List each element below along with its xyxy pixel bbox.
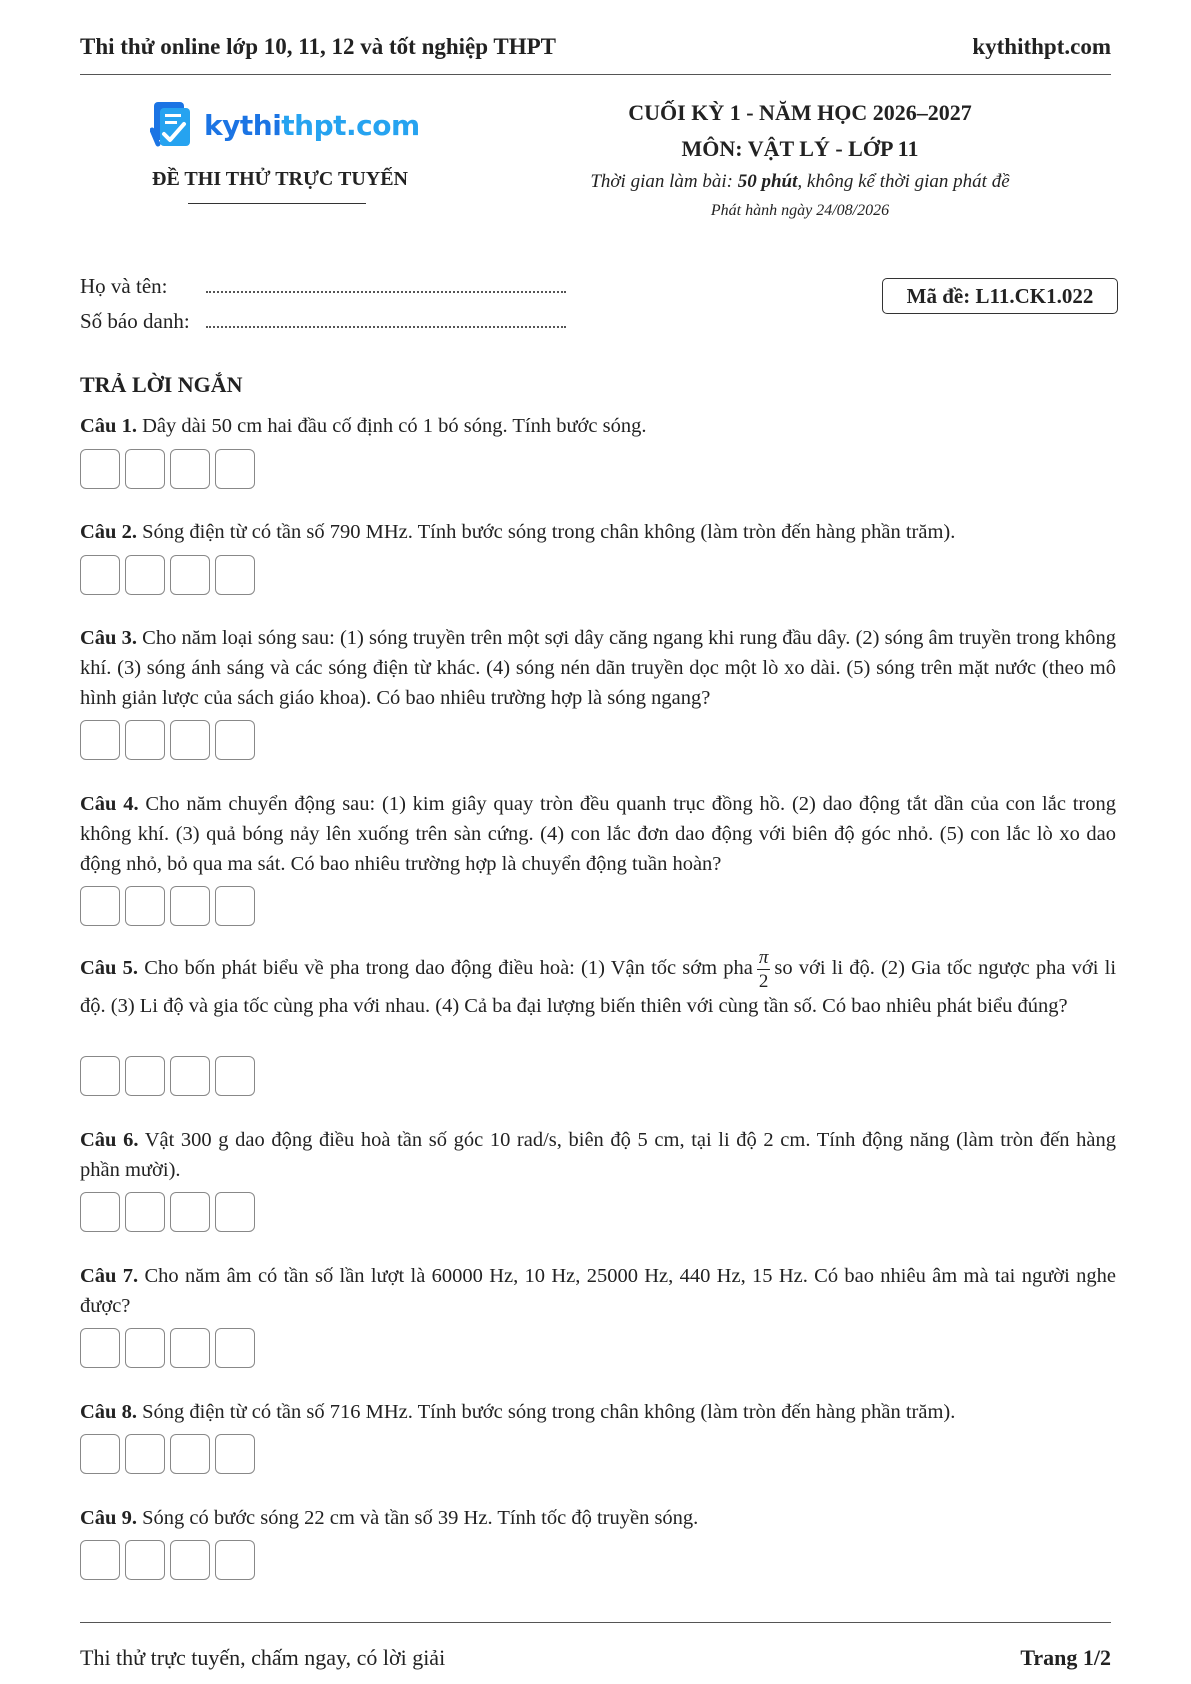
question-text: Sóng điện từ có tần số 716 MHz. Tính bước sóng trong chân không (làm tròn đến hàng phần trăm). — [142, 1401, 956, 1423]
answer-box[interactable] — [80, 555, 120, 595]
answer-box[interactable] — [215, 555, 255, 595]
question-1 — [80, 411, 1116, 441]
answer-box[interactable] — [170, 1056, 210, 1096]
question-6 — [80, 1125, 1116, 1185]
question-text-part1: Cho bốn phát biểu về pha trong dao động điều hoà: (1) Vận tốc sớm pha — [144, 957, 753, 980]
answer-box[interactable] — [170, 449, 210, 489]
page-number: Trang 1/2 — [1020, 1645, 1111, 1670]
id-label: Số báo danh: — [80, 309, 190, 333]
answer-box[interactable] — [80, 1434, 120, 1474]
question-text: Vật 300 g dao động điều hoà tần số góc 10 rad/s, biên độ 5 cm, tại li độ 2 cm. Tính động năng (làm tròn đến hàng phần mười). — [80, 1129, 1116, 1181]
answer-box[interactable] — [125, 449, 165, 489]
question-text: Sóng có bước sóng 22 cm và tần số 39 Hz. Tính tốc độ truyền sóng. — [142, 1507, 699, 1529]
answer-box[interactable] — [215, 449, 255, 489]
question-7 — [80, 1261, 1116, 1321]
question-number: Câu 3. — [80, 627, 137, 649]
answer-box[interactable] — [125, 1328, 165, 1368]
question-number: Câu 5. — [80, 957, 139, 980]
answer-boxes-4 — [80, 886, 255, 926]
id-blank[interactable] — [206, 326, 566, 328]
fraction-pi-over-2 — [757, 948, 771, 991]
answer-boxes-7 — [80, 1328, 255, 1368]
question-number: Câu 9. — [80, 1507, 137, 1529]
question-number: Câu 7. — [80, 1265, 139, 1287]
answer-box[interactable] — [80, 1056, 120, 1096]
answer-box[interactable] — [170, 1328, 210, 1368]
question-8 — [80, 1397, 1116, 1427]
answer-box[interactable] — [125, 720, 165, 760]
answer-box[interactable] — [215, 1328, 255, 1368]
exam-title: CUỐI KỲ 1 - NĂM HỌC 2026–2027 — [628, 100, 972, 125]
question-number: Câu 6. — [80, 1129, 139, 1151]
answer-box[interactable] — [80, 1328, 120, 1368]
exam-type-subtitle: ĐỀ THI THỬ TRỰC TUYẾN — [152, 168, 408, 190]
answer-box[interactable] — [80, 1540, 120, 1580]
answer-box[interactable] — [215, 1192, 255, 1232]
answer-boxes-2 — [80, 555, 255, 595]
answer-box[interactable] — [125, 886, 165, 926]
answer-boxes-3 — [80, 720, 255, 760]
answer-box[interactable] — [125, 1540, 165, 1580]
student-info — [80, 264, 566, 334]
answer-boxes-8 — [80, 1434, 255, 1474]
question-text: Sóng điện từ có tần số 790 MHz. Tính bước sóng trong chân không (làm tròn đến hàng phần trăm). — [142, 521, 956, 543]
logo-text-kythi: kythi — [204, 108, 282, 142]
id-field — [80, 299, 566, 334]
header-site-link[interactable]: kythithpt.com — [972, 34, 1111, 59]
question-text: Cho năm chuyển động sau: (1) kim giây quay tròn đều quanh trục đồng hồ. (2) dao động tắt dần của con lắc trong không khí. (3) quả bóng nảy lên xuống trên sàn cứng. (4) con lắc đơn dao động với biên độ góc nhỏ. (5) con lắc lò xo dao động nhỏ, bỏ qua ma sát. Có bao nhiêu trường hợp là chuyển động tuần hoàn? — [80, 793, 1116, 875]
answer-box[interactable] — [125, 1056, 165, 1096]
answer-boxes-1 — [80, 449, 255, 489]
question-9 — [80, 1503, 1116, 1533]
answer-box[interactable] — [215, 886, 255, 926]
question-number: Câu 1. — [80, 415, 137, 437]
duration-prefix: Thời gian làm bài: — [590, 171, 738, 192]
question-text: Cho năm âm có tần số lần lượt là 60000 Hz, 10 Hz, 25000 Hz, 440 Hz, 15 Hz. Có bao nhiêu âm mà tai người nghe được? — [80, 1265, 1117, 1317]
question-4 — [80, 789, 1116, 879]
name-label: Họ và tên: — [80, 274, 168, 298]
fraction-numerator: π — [758, 947, 769, 968]
answer-box[interactable] — [215, 1540, 255, 1580]
answer-box[interactable] — [170, 1192, 210, 1232]
footer-tagline: Thi thử trực tuyến, chấm ngay, có lời giải — [80, 1645, 446, 1670]
answer-box[interactable] — [80, 720, 120, 760]
answer-box[interactable] — [80, 1192, 120, 1232]
question-number: Câu 4. — [80, 793, 139, 815]
answer-boxes-9 — [80, 1540, 255, 1580]
answer-box[interactable] — [125, 555, 165, 595]
logo-text — [204, 109, 420, 142]
answer-box[interactable] — [170, 1540, 210, 1580]
name-blank[interactable] — [206, 291, 566, 293]
page-header — [80, 20, 1111, 75]
section-title: TRẢ LỜI NGẮN — [80, 372, 243, 397]
exam-duration — [520, 168, 1080, 196]
answer-box[interactable] — [170, 1434, 210, 1474]
answer-box[interactable] — [80, 886, 120, 926]
answer-boxes-5 — [80, 1056, 255, 1096]
answer-box[interactable] — [125, 1434, 165, 1474]
header-left-text: Thi thử online lớp 10, 11, 12 và tốt nghiệp THPT — [80, 34, 556, 59]
exam-code-badge: Mã đề: L11.CK1.022 — [882, 278, 1118, 314]
answer-boxes-6 — [80, 1192, 255, 1232]
exam-heading — [520, 96, 1080, 226]
release-date: Phát hành ngày 24/08/2026 — [710, 202, 890, 219]
question-text: Cho năm loại sóng sau: (1) sóng truyền trên một sợi dây căng ngang khi rung đầu dây. (2) sóng âm truyền trong không khí. (3) sóng ánh sáng và các sóng điện từ khác. (4) sóng nén dãn truyền dọc một lò xo dài. (5) sóng trên mặt nước (theo mô hình giản lược của sách giáo khoa). Có bao nhiêu trường hợp là sóng ngang? — [80, 627, 1116, 709]
answer-box[interactable] — [80, 449, 120, 489]
subtitle-divider — [188, 203, 366, 204]
question-number: Câu 2. — [80, 521, 137, 543]
question-text-part2: so với li độ. (2) Gia tốc ngược pha với li độ. (3) Li độ và gia tốc cùng pha với nhau. (4) Cả ba đại lượng biến thiên với cùng tần số. Có bao nhiêu phát biểu đúng? — [80, 957, 1117, 1017]
site-logo[interactable] — [150, 100, 420, 150]
exam-subject: MÔN: VẬT LÝ - LỚP 11 — [681, 136, 919, 161]
question-3 — [80, 623, 1116, 713]
answer-box[interactable] — [215, 1434, 255, 1474]
answer-box[interactable] — [170, 555, 210, 595]
question-number: Câu 8. — [80, 1401, 137, 1423]
question-2 — [80, 517, 1116, 547]
answer-box[interactable] — [215, 720, 255, 760]
logo-text-thpt: thpt.com — [281, 108, 420, 142]
document-check-icon — [150, 100, 196, 150]
question-text: Dây dài 50 cm hai đầu cố định có 1 bó sóng. Tính bước sóng. — [142, 415, 647, 437]
answer-box[interactable] — [125, 1192, 165, 1232]
question-5 — [80, 948, 1116, 1021]
fraction-denominator: 2 — [758, 971, 769, 992]
answer-box[interactable] — [170, 886, 210, 926]
duration-value: 50 phút — [737, 171, 798, 192]
duration-suffix: , không kể thời gian phát đề — [797, 171, 1010, 192]
answer-box[interactable] — [170, 720, 210, 760]
page-footer — [80, 1622, 1111, 1670]
answer-box[interactable] — [215, 1056, 255, 1096]
name-field — [80, 264, 566, 299]
